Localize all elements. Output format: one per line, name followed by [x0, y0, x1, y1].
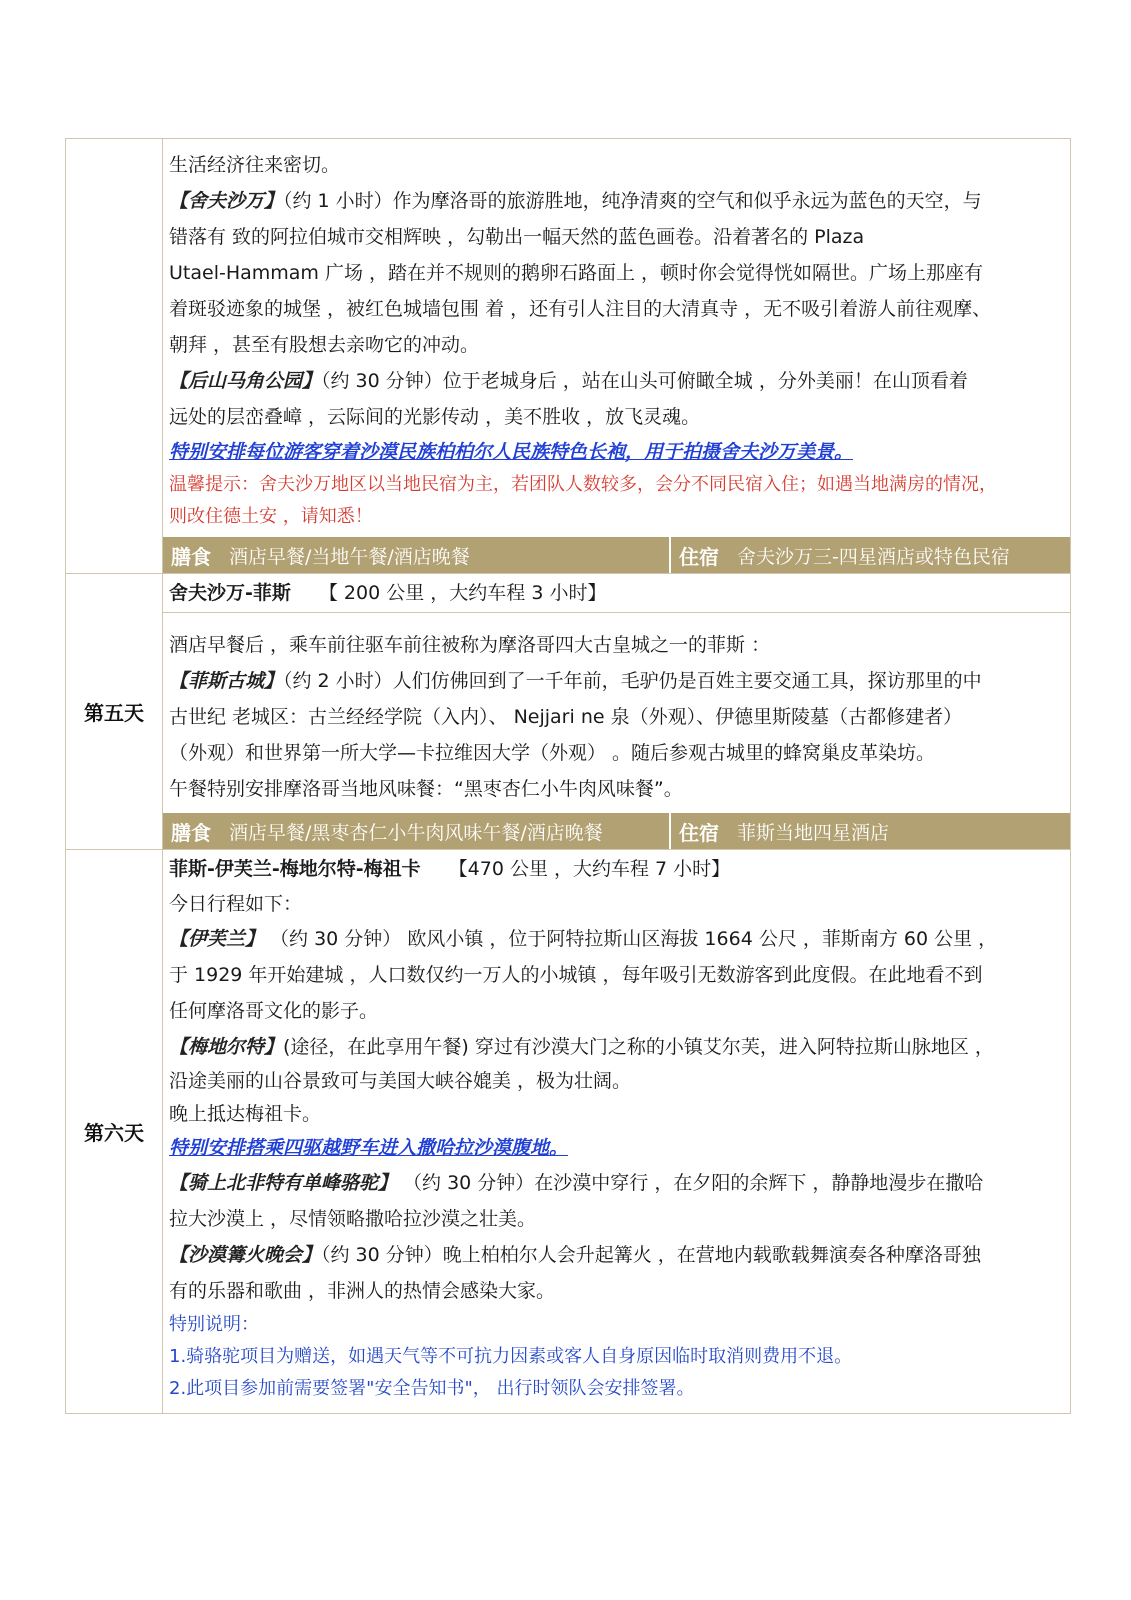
- midelt-line2: 沿途美丽的山谷景致可与美国大峡谷媲美 ，极为壮阔。: [169, 1070, 632, 1092]
- day6-row: [66, 850, 1071, 1414]
- day5-meals: 酒店早餐/黑枣杏仁小牛肉风味午餐/酒店晚餐: [229, 821, 603, 844]
- day4-meals: 酒店早餐/当地午餐/酒店晚餐: [229, 545, 470, 568]
- chefchaouen-line4: 着斑驳迹象的城堡 ，被红色城墙包围 着 ，还有引人注目的大清真寺 ，无不吸引着游人前往观摩、: [169, 298, 992, 320]
- day4-content: [163, 139, 1071, 574]
- day6-note1: 1.骑骆驼项目为赠送，如遇天气等不可抗力因素或客人自身原因临时取消则费用不退。: [169, 1346, 853, 1367]
- chefchaouen-line1: 【舍夫沙万】（约 1 小时）作为摩洛哥的旅游胜地，纯净清爽的空气和似乎永远为蓝色的天空，与: [169, 190, 982, 212]
- day4-special-arrangement: 特别安排每位游客穿着沙漠民族柏柏尔人民族特色长袍，用于拍摄舍夫沙万美景。: [169, 441, 854, 463]
- day6-content: [163, 850, 1071, 1414]
- ifrane-line3: 任何摩洛哥文化的影子。: [169, 1000, 379, 1022]
- day5-lunch: 午餐特别安排摩洛哥当地风味餐：“黑枣杏仁小牛肉风味餐”。: [169, 778, 683, 800]
- day4-intro-tail: 生活经济往来密切。: [169, 154, 341, 176]
- stay-label: 住宿: [679, 820, 719, 845]
- chefchaouen-line2: 错落有 致的阿拉伯城市交相辉映 ，勾勒出一幅天然的蓝色画卷。沿着著名的 Plaza: [169, 226, 865, 248]
- day5-content: [163, 574, 1071, 850]
- bonfire-line1: 【沙漠篝火晚会】（约 30 分钟）晚上柏柏尔人会升起篝火 ，在营地内载歌载舞演奏各种摩洛哥独: [169, 1244, 981, 1266]
- day5-intro: 酒店早餐后 ，乘车前往驱车前往被称为摩洛哥四大古皇城之一的菲斯 ：: [169, 634, 771, 656]
- fes-line2: 古世纪 老城区：古兰经经学院（入内）、 Nejjari ne 泉（外观）、伊德里斯陵墓（古都修建者）: [169, 706, 963, 728]
- day4-stay: 舍夫沙万三-四星酒店或特色民宿: [737, 545, 1010, 568]
- day4-tip-line2: 则改住德土安 ，请知悉！: [169, 506, 373, 527]
- ifrane-line1: 【伊芙兰】 （约 30 分钟） 欧风小镇 ，位于阿特拉斯山区海拔 1664 公尺 ，菲斯南方 60 公里 ，: [169, 928, 998, 950]
- midelt-line1: 【梅地尔特】(途径，在此享用午餐) 穿过有沙漠大门之称的小镇艾尔芙，进入阿特拉斯山脉地区 ，: [169, 1036, 994, 1058]
- stay-label: 住宿: [679, 544, 719, 569]
- day4-meal-stay-bar: [163, 537, 1070, 573]
- day4-tip-line1: 温馨提示：舍夫沙万地区以当地民宿为主，若团队人数较多，会分不同民宿入住；如遇当地满房的情况，: [169, 474, 997, 495]
- ifrane-keyword: 【伊芙兰】: [169, 928, 265, 950]
- day6-note-title: 特别说明：: [169, 1314, 259, 1335]
- day5-meal-stay-bar: [163, 813, 1070, 849]
- chefchaouen-keyword: 【舍夫沙万】: [169, 190, 284, 212]
- day6-route-line: [163, 850, 1070, 888]
- camel-line1: 【骑上北非特有单峰骆驼】 （约 30 分钟）在沙漠中穿行 ，在夕阳的余辉下 ，静静地漫步在撒哈: [169, 1172, 984, 1194]
- day6-route: 菲斯-伊芙兰-梅地尔特-梅祖卡: [169, 858, 421, 880]
- meals-label: 膳食: [171, 820, 211, 845]
- day4-label-cell: [66, 139, 163, 574]
- day5-label: 第五天: [66, 574, 163, 850]
- day5-distance: 【 200 公里 ，大约车程 3 小时】: [318, 582, 607, 604]
- fes-line3: （外观）和世界第一所大学—卡拉维因大学（外观） 。随后参观古城里的蜂窝巢皮革染坊。: [169, 742, 936, 764]
- day5-route: 舍夫沙万-菲斯: [169, 582, 291, 604]
- park-keyword: 【后山马角公园】: [169, 370, 322, 392]
- chefchaouen-line3: Utael-Hammam 广场 ，踏在并不规则的鹅卵石路面上 ，顿时你会觉得恍如隔世。广场上那座有: [169, 262, 984, 284]
- camel-line2: 拉大沙漠上 ，尽情领略撒哈拉沙漠之壮美。: [169, 1208, 537, 1230]
- camel-keyword: 【骑上北非特有单峰骆驼】: [169, 1172, 398, 1194]
- day6-distance: 【470 公里 ，大约车程 7 小时】: [448, 858, 731, 880]
- day5-row: [66, 574, 1071, 850]
- fes-keyword: 【菲斯古城】: [169, 670, 284, 692]
- day6-note2: 2.此项目参加前需要签署"安全告知书"， 出行时领队会安排签署。: [169, 1378, 695, 1399]
- park-line1: 【后山马角公园】（约 30 分钟）位于老城身后 ，站在山头可俯瞰全城 ，分外美丽！在山顶看着: [169, 370, 968, 392]
- day6-label: 第六天: [66, 850, 163, 1414]
- itinerary-table: [65, 138, 1071, 1414]
- bonfire-keyword: 【沙漠篝火晚会】: [169, 1244, 322, 1266]
- ifrane-line2: 于 1929 年开始建城 ，人口数仅约一万人的小城镇 ，每年吸引无数游客到此度假。在此地看不到: [169, 964, 983, 986]
- day5-stay: 菲斯当地四星酒店: [737, 821, 890, 844]
- park-line2: 远处的层峦叠嶂 ，云际间的光影传动 ，美不胜收 ，放飞灵魂。: [169, 406, 701, 428]
- day6-intro: 今日行程如下：: [169, 893, 303, 915]
- day6-special-arrangement: 特别安排搭乘四驱越野车进入撒哈拉沙漠腹地。: [169, 1137, 569, 1159]
- day6-arrive: 晚上抵达梅祖卡。: [169, 1103, 322, 1125]
- day4-row: [66, 139, 1071, 574]
- meals-label: 膳食: [171, 544, 211, 569]
- chefchaouen-line5: 朝拜 ，甚至有股想去亲吻它的冲动。: [169, 334, 480, 356]
- day5-route-line: [163, 574, 1070, 612]
- fes-line1: 【菲斯古城】（约 2 小时）人们仿佛回到了一千年前，毛驴仍是百姓主要交通工具，探访那里的中: [169, 670, 982, 692]
- midelt-keyword: 【梅地尔特】: [169, 1036, 284, 1058]
- bonfire-line2: 有的乐器和歌曲 ，非洲人的热情会感染大家。: [169, 1280, 556, 1302]
